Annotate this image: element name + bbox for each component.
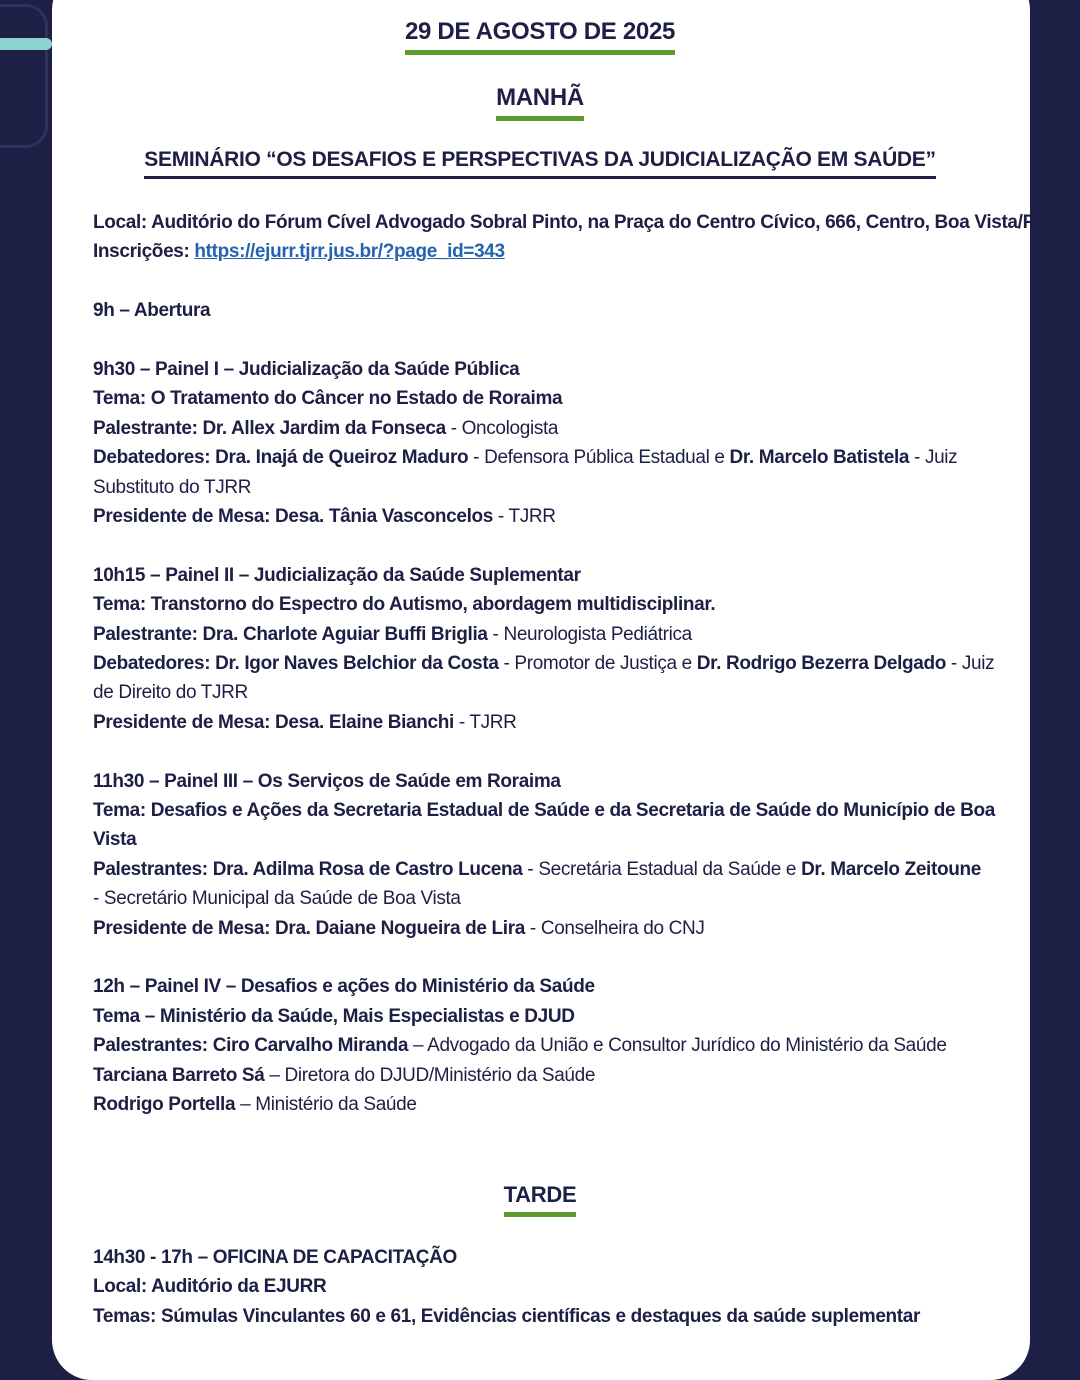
painel2-presidente: Presidente de Mesa: Desa. Elaine Bianchi - TJRR bbox=[93, 711, 517, 733]
oficina-temas: Temas: Súmulas Vinculantes 60 e 61, Evidências científicas e destaques da saúde suplementar bbox=[93, 1305, 921, 1327]
painel1-debatedores: Debatedores: Dra. Inajá de Queiroz Maduro - Defensora Pública Estadual e Dr. Marcelo Batistela - Juiz bbox=[93, 447, 958, 469]
oficina-title: 14h30 - 17h – OFICINA DE CAPACITAÇÃO bbox=[93, 1247, 457, 1268]
oficina-local: Local: Auditório da EJURR bbox=[93, 1276, 327, 1298]
painel1-palestrante: Palestrante: Dr. Allex Jardim da Fonseca - Oncologista bbox=[93, 417, 559, 439]
painel3-presidente: Presidente de Mesa: Dra. Daiane Nogueira de Lira - Conselheira do CNJ bbox=[93, 917, 705, 939]
abertura-line: 9h – Abertura bbox=[93, 300, 211, 322]
date-heading: 29 DE AGOSTO DE 2025 bbox=[0, 18, 1080, 55]
afternoon-heading: TARDE bbox=[0, 1182, 1080, 1217]
inscricoes-line: Inscrições: https://ejurr.tjrr.jus.br/?page_id=343 bbox=[93, 241, 505, 263]
painel1-tema: Tema: O Tratamento do Câncer no Estado de Roraima bbox=[93, 388, 563, 410]
morning-heading: MANHÃ bbox=[0, 84, 1080, 121]
painel1-presidente: Presidente de Mesa: Desa. Tânia Vasconcelos - TJRR bbox=[93, 506, 556, 528]
seminar-title: SEMINÁRIO “OS DESAFIOS E PERSPECTIVAS DA JUDICIALIZAÇÃO EM SAÚDE” bbox=[0, 148, 1080, 179]
painel2-debatedores: Debatedores: Dr. Igor Naves Belchior da Costa - Promotor de Justiça e Dr. Rodrigo Bezerra Delgado - Juiz bbox=[93, 653, 995, 675]
painel3-tema: Tema: Desafios e Ações da Secretaria Estadual de Saúde e da Secretaria de Saúde do Município de Boa bbox=[93, 800, 995, 822]
afternoon-schedule bbox=[93, 1243, 993, 1331]
painel2-tema: Tema: Transtorno do Espectro do Autismo, abordagem multidisciplinar. bbox=[93, 594, 716, 616]
painel3-palestrantes: Palestrantes: Dra. Adilma Rosa de Castro Lucena - Secretária Estadual da Saúde e Dr. Marcelo Zeitoune bbox=[93, 858, 981, 880]
painel3-title: 11h30 – Painel III – Os Serviços de Saúde em Roraima bbox=[93, 770, 561, 792]
painel4-tema: Tema – Ministério da Saúde, Mais Especialistas e DJUD bbox=[93, 1005, 575, 1027]
painel2-palestrante: Palestrante: Dra. Charlote Aguiar Buffi Briglia - Neurologista Pediátrica bbox=[93, 623, 692, 645]
painel2-title: 10h15 – Painel II – Judicialização da Saúde Suplementar bbox=[93, 564, 581, 586]
painel4-palestrantes: Palestrantes: Ciro Carvalho Miranda – Advogado da União e Consultor Jurídico do Ministério da Saúde bbox=[93, 1035, 947, 1057]
painel1-title: 9h30 – Painel I – Judicialização da Saúde Pública bbox=[93, 359, 520, 380]
program-schedule: Local: Auditório do Fórum Cível Advogado Sobral Pinto, na Praça do Centro Cívico, 666, Centro, Boa Vista/RR. Inscrições: https://ejurr.tjrr.jus.br/?page_id=343 9h – Abertura 9h30 – Painel I – Judicialização da Saúde Pública Tema: O Tratamento do Câncer no Estado de Roraima Palestrante: Dr. Allex Jardim da Fonseca - Oncologista Debatedores: Dra. Inajá de Queiroz Maduro - Defensora Pública Estadual e Dr. Marcelo Batistela - Juiz Substituto do TJRR Presidente de Mesa: Desa. Tânia Vasconcelos - TJRR 10h15 – Painel II – Judicialização da Saúde Suplementar Tema: Transtorno do Espectro do Autismo, abordagem multidisciplinar. Palestrante: Dra. Charlote Aguiar Buffi Briglia - Neurologista Pediátrica Debatedores: Dr. Igor Naves Belchior da Costa - Promotor de Justiça e Dr. Rodrigo Bezerra Delgado - Juiz de Direito do TJRR Presidente de Mesa: Desa. Elaine Bianchi - TJRR 11h30 – Painel III – Os Serviços de Saúde em Roraima Tema: Desafios e Ações da Secretaria Estadual de Saúde e da Secretaria de Saúde do Município de Boa Vista Palestrantes: Dra. Adilma Rosa de Castro Lucena - Secretária Estadual da Saúde e Dr. Marcelo Zeitoune - Secretário Municipal da Saúde de Boa Vista Presidente de Mesa: Dra. Daiane Nogueira de Lira - Conselheira do CNJ 12h – Painel IV – Desafios e ações do Ministério da Saúde Tema – Ministério da Saúde, Mais Especialistas e DJUD Palestrantes: Ciro Carvalho Miranda – Advogado da União e Consultor Jurídico do Ministério da Saúde Tarciana Barreto Sá – Diretora do DJUD/Ministério da Saúde Rodrigo Portella – Ministério da Saúde bbox=[93, 208, 993, 1120]
inscricoes-link[interactable]: https://ejurr.tjrr.jus.br/?page_id=343 bbox=[194, 241, 505, 263]
painel4-title: 12h – Painel IV – Desafios e ações do Ministério da Saúde bbox=[93, 976, 595, 998]
local-line: Local: Auditório do Fórum Cível Advogado Sobral Pinto, na Praça do Centro Cívico, 666, Centro, Boa Vista/RR. bbox=[93, 212, 1055, 233]
